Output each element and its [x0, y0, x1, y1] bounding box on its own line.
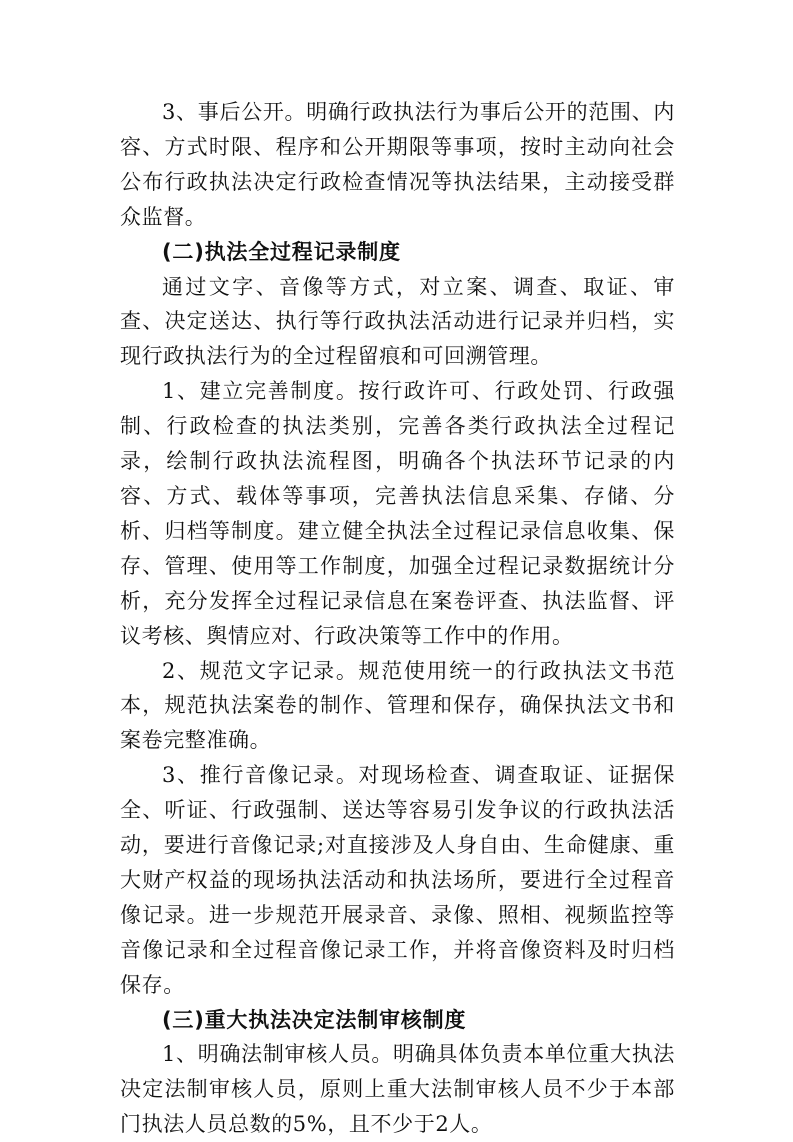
paragraph-review-personnel: 1、明确法制审核人员。明确具体负责本单位重大执法决定法制审核人员，原则上重大法制审核人员不少于本部门执法人员总数的5%，且不少于2人。: [120, 1042, 675, 1137]
section-heading-full-process-recording: (二)执法全过程记录制度: [162, 239, 401, 264]
paragraph-establish-system: 1、建立完善制度。按行政许可、行政处罚、行政强制、行政检查的执法类别，完善各类行政执法全过程记录，绘制行政执法流程图，明确各个执法环节记录的内容、方式、载体等事项，完善执法信息采集、存储、分析、归档等制度。建立健全执法全过程记录信息收集、保存、管理、使用等工作制度，加强全过程记录数据统计分析，充分发挥全过程记录信息在案卷评查、执法监督、评议考核、舆情应对、行政决策等工作中的作用。: [120, 379, 675, 648]
paragraph-text-records: 2、规范文字记录。规范使用统一的行政执法文书范本，规范执法案卷的制作、管理和保存，确保执法文书和案卷完整准确。: [120, 658, 675, 753]
paragraph-post-disclosure: 3、事后公开。明确行政执法行为事后公开的范围、内容、方式时限、程序和公开期限等事项，按时主动向社会公布行政执法决定行政检查情况等执法结果，主动接受群众监督。: [120, 100, 675, 229]
section-heading-legal-review: (三)重大执法决定法制审核制度: [162, 1007, 467, 1032]
paragraph-audio-video-records: 3、推行音像记录。对现场检查、调查取证、证据保全、听证、行政强制、送达等容易引发争议的行政执法活动，要进行音像记录;对直接涉及人身自由、生命健康、重大财产权益的现场执法活动和执法场所，要进行全过程音像记录。进一步规范开展录音、录像、照相、视频监控等音像记录和全过程音像记录工作，并将音像资料及时归档保存。: [120, 763, 675, 997]
paragraph-recording-intro: 通过文字、音像等方式，对立案、调查、取证、审查、决定送达、执行等行政执法活动进行记录并归档，实现行政执法行为的全过程留痕和可回溯管理。: [120, 274, 675, 369]
document-body: [120, 95, 675, 1142]
